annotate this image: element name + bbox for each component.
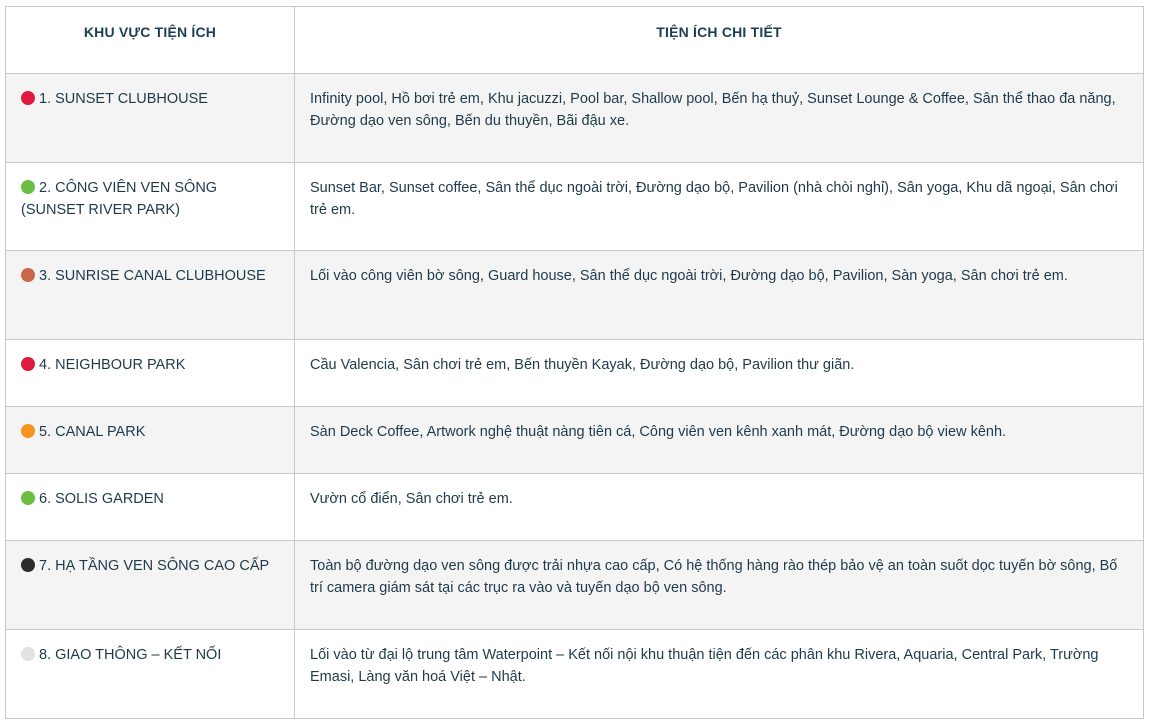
table-row [6, 474, 1144, 541]
table-row [6, 340, 1144, 407]
area-label: 1. SUNSET CLUBHOUSE [39, 91, 208, 107]
details-cell: Infinity pool, Hồ bơi trẻ em, Khu jacuzzi, Pool bar, Shallow pool, Bến hạ thuỷ, Sunset Lounge & Coffee, Sân thể thao đa năng, Đường dạo ven sông, Bến du thuyền, Bãi đậu xe. [295, 74, 1144, 163]
area-cell [6, 407, 295, 474]
status-dot [21, 91, 35, 105]
table-row [6, 251, 1144, 340]
status-dot [21, 268, 35, 282]
area-label: 3. SUNRISE CANAL CLUBHOUSE [39, 268, 266, 284]
area-cell [6, 474, 295, 541]
details-cell: Cầu Valencia, Sân chơi trẻ em, Bến thuyền Kayak, Đường dạo bộ, Pavilion thư giãn. [295, 340, 1144, 407]
area-label: 6. SOLIS GARDEN [39, 491, 164, 507]
table-row [6, 541, 1144, 630]
amenities-table-container [5, 6, 1143, 719]
table-row [6, 407, 1144, 474]
details-cell: Sàn Deck Coffee, Artwork nghệ thuật nàng tiên cá, Công viên ven kênh xanh mát, Đường dạo bộ view kênh. [295, 407, 1144, 474]
header-area [6, 7, 295, 74]
area-label: 8. GIAO THÔNG – KẾT NỐI [39, 647, 222, 663]
status-dot [21, 357, 35, 371]
details-cell: Vườn cổ điển, Sân chơi trẻ em. [295, 474, 1144, 541]
status-dot [21, 424, 35, 438]
status-dot [21, 647, 35, 661]
status-dot [21, 180, 35, 194]
header-area-label: KHU VỰC TIỆN ÍCH [83, 24, 217, 40]
area-cell [6, 74, 295, 163]
area-cell [6, 340, 295, 407]
header-details [295, 7, 1144, 74]
details-cell: Lối vào từ đại lộ trung tâm Waterpoint – Kết nối nội khu thuận tiện đến các phân khu Rivera, Aquaria, Central Park, Trường Emasi, Làng văn hoá Việt – Nhật. [295, 630, 1144, 719]
table-row [6, 74, 1144, 163]
header-details-label: TIỆN ÍCH CHI TIẾT [656, 24, 782, 40]
area-cell [6, 163, 295, 251]
area-label: 4. NEIGHBOUR PARK [39, 357, 186, 373]
table-row [6, 163, 1144, 251]
details-cell: Sunset Bar, Sunset coffee, Sân thể dục ngoài trời, Đường dạo bộ, Pavilion (nhà chòi nghỉ), Sân yoga, Khu dã ngoại, Sân chơi trẻ em. [295, 163, 1144, 251]
area-cell [6, 541, 295, 630]
details-cell: Toàn bộ đường dạo ven sông được trải nhựa cao cấp, Có hệ thống hàng rào thép bảo vệ an toàn suốt dọc tuyến bờ sông, Bố trí camera giám sát tại các trục ra vào và tuyến dạo bộ ven sông. [295, 541, 1144, 630]
table-row [6, 630, 1144, 719]
area-label: 7. HẠ TẦNG VEN SÔNG CAO CẤP [39, 558, 270, 574]
area-label: 5. CANAL PARK [39, 424, 146, 440]
amenities-table [5, 6, 1144, 719]
status-dot [21, 558, 35, 572]
status-dot [21, 491, 35, 505]
area-cell [6, 630, 295, 719]
details-cell: Lối vào công viên bờ sông, Guard house, Sân thể dục ngoài trời, Đường dạo bộ, Pavilion, Sàn yoga, Sân chơi trẻ em. [295, 251, 1144, 340]
table-header-row [6, 7, 1144, 74]
area-label: 2. CÔNG VIÊN VEN SÔNG (SUNSET RIVER PARK) [21, 180, 218, 218]
area-cell [6, 251, 295, 340]
